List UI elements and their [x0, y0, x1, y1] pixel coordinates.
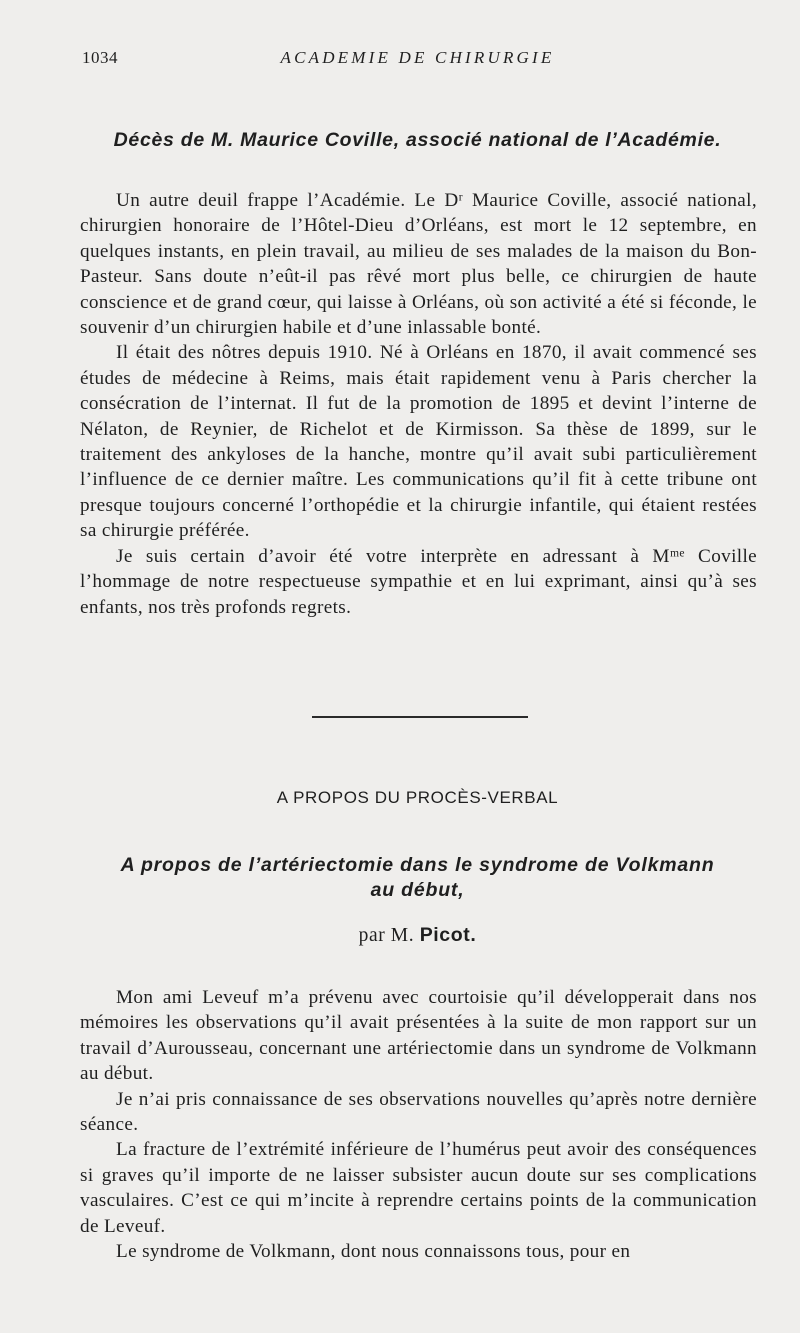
byline-prefix: par M. — [358, 925, 415, 946]
running-head — [80, 48, 755, 72]
obituary-paragraph: Il était des nôtres depuis 1910. Né à Orléans en 1870, il avait commencé ses études de médecine à Reims, mais était rapidement venu à Paris chercher la consécration de l’internat. Il fut de la promotion de 1895 et devint l’interne de Nélaton, de Reynier, de Richelot et de Kirmisson. Sa thèse de 1899, sur le traitement des ankyloses de la hanche, montre qu’il avait subi particulièrement l’influence de ce dernier maître. Les communications qu’il fit à cette tribune ont presque toujours concerné l’orthopédie et la chirurgie infantile, qui étaient restées sa chirurgie préférée. — [80, 342, 757, 542]
section-heading: A PROPOS DU PROCÈS-VERBAL — [276, 788, 559, 807]
byline-author: Picot. — [419, 924, 477, 946]
obituary-body — [80, 188, 757, 620]
obituary-title: Décès de M. Maurice Coville, associé national de l’Académie. — [113, 129, 722, 151]
obituary-paragraph: Un autre deuil frappe l’Académie. Le Dʳ Maurice Coville, associé national, chirurgien honoraire de l’Hôtel-Dieu d’Orléans, est mort le 12 septembre, en quelques instants, en plein travail, au milieu de ses malades de la maison du Bon-Pasteur. Sans doute n’eût-il pas rêvé mort plus belle, ce chirurgien de haute conscience et de grand cœur, qui laisse à Orléans, où son activité a été si féconde, le souvenir d’un chirurgien habile et d’une inlassable bonté. — [80, 190, 757, 339]
page-number: 1034 — [82, 48, 118, 67]
journal-title: ACADEMIE DE CHIRURGIE — [280, 48, 555, 67]
article-paragraph: La fracture de l’extrémité inférieure de l’humérus peut avoir des conséquences si graves qu’il importe de ne laisser subsister aucun doute sur ses complications vasculaires. C’est ce qui m’incite à reprendre certains points de la communication de Leveuf. — [80, 1139, 757, 1237]
section-separator-rule — [312, 716, 528, 718]
article-title — [80, 853, 755, 903]
byline — [80, 924, 755, 947]
article-title-line: au début, — [370, 879, 465, 901]
article-paragraph: Mon ami Leveuf m’a prévenu avec courtoisie qu’il développerait dans nos mémoires les observations qu’il avait présentées à la suite de mon rapport sur un travail d’Aurousseau, concernant une artériectomie dans un syndrome de Volkmann au début. — [80, 987, 757, 1085]
article-paragraph: Le syndrome de Volkmann, dont nous connaissons tous, pour en — [116, 1241, 631, 1263]
article-paragraph: Je n’ai pris connaissance de ses observations nouvelles qu’après notre dernière séance. — [80, 1088, 757, 1136]
article-title-line: A propos de l’artériectomie dans le syndrome de Volkmann — [120, 854, 715, 876]
article-body — [80, 985, 757, 1264]
obituary-paragraph: Je suis certain d’avoir été votre interprète en adressant à Mᵐᵉ Coville l’hommage de notre respectueuse sympathie et en lui exprimant, ainsi qu’à ses enfants, nos très profonds regrets. — [80, 545, 757, 618]
